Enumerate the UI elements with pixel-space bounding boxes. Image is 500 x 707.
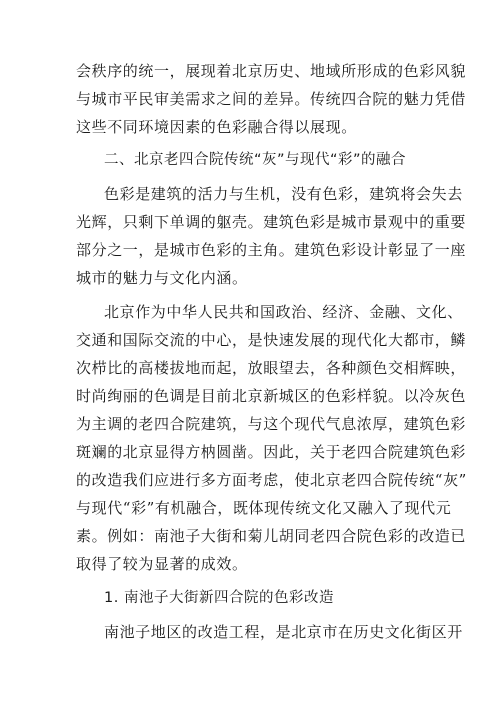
section-heading: 二、北京老四合院传统“灰”与现代“彩”的融合 [104, 152, 407, 168]
paragraph-line: 取得了较为显著的成效。 [76, 555, 248, 573]
paragraph-line: 部分之一，是城市色彩的主角。建筑色彩设计彰显了一座 [76, 241, 467, 259]
paragraph-line: 南池子地区的改造工程，是北京市在历史文化街区开 [104, 623, 463, 641]
paragraph-line: 这些不同环境因素的色彩融合得以展现。 [76, 118, 357, 136]
paragraph-line: 光辉，只剩下单调的躯壳。建筑色彩是城市景观中的重要 [76, 213, 467, 231]
paragraph-line: 交通和国际交流的中心，是快速发展的现代化大都市，鳞 [76, 331, 467, 349]
paragraph-line: 时尚绚丽的色调是目前北京新城区的色彩样貌。以冷灰色 [76, 387, 467, 405]
subsection-heading: 1. 南池子大街新四合院的色彩改造 [104, 590, 334, 606]
paragraph-line: 城市的魅力与文化内涵。 [76, 269, 248, 287]
paragraph-line: 与城市平民审美需求之间的差异。传统四合院的魅力凭借 [76, 90, 467, 108]
paragraph-line: 为主调的老四合院建筑，与这个现代气息浓厚，建筑色彩 [76, 415, 467, 433]
paragraph-line: 次栉比的高楼拔地而起，放眼望去，各种颜色交相辉映， [76, 359, 467, 377]
paragraph-line: 斑斓的北京显得方枘圆凿。因此，关于老四合院建筑色彩 [76, 443, 467, 461]
paragraph-line: 的改造我们应进行多方面考虑，使北京老四合院传统“灰” [76, 471, 467, 489]
paragraph-line: 色彩是建筑的活力与生机，没有色彩，建筑将会失去 [104, 185, 463, 203]
paragraph-line: 与现代“彩”有机融合，既体现传统文化又融入了现代元 [76, 499, 452, 517]
paragraph-line: 素。例如：南池子大街和菊儿胡同老四合院色彩的改造已 [76, 527, 467, 545]
paragraph-line: 北京作为中华人民共和国政治、经济、金融、文化、 [104, 303, 463, 321]
paragraph-line: 会秩序的统一，展现着北京历史、地域所形成的色彩风貌 [76, 62, 467, 80]
